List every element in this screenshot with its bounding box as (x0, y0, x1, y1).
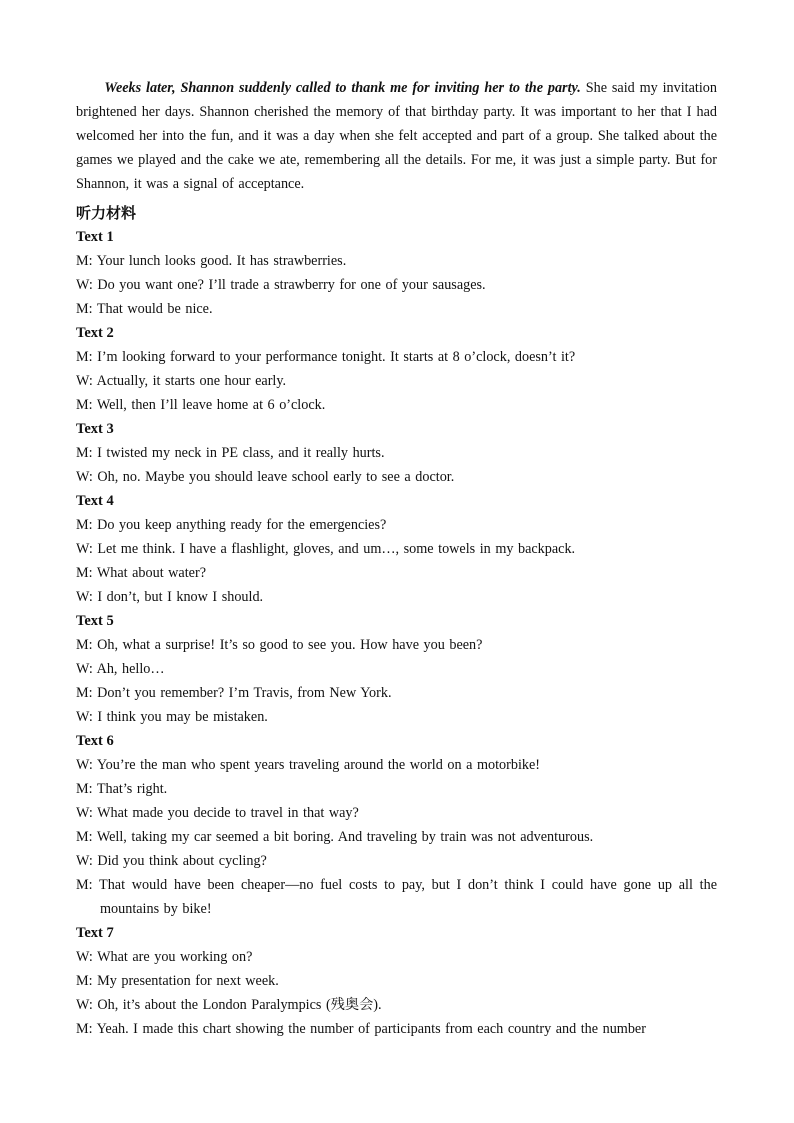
dialogue-line: W: Oh, no. Maybe you should leave school early to see a doctor. (76, 469, 455, 485)
dialogue-line: M: Well, then I’ll leave home at 6 o’clock. (76, 397, 326, 413)
dialogue-line: W: You’re the man who spent years traveling around the world on a motorbike! (76, 757, 540, 773)
text-heading: Text 3 (76, 421, 114, 437)
dialogue-line: W: What are you working on? (76, 949, 253, 965)
dialogue-line: W: Did you think about cycling? (76, 853, 267, 869)
dialogue-line: W: Ah, hello… (76, 661, 165, 677)
dialogue-line: M: What about water? (76, 565, 206, 581)
dialogue-line: M: I twisted my neck in PE class, and it really hurts. (76, 445, 385, 461)
dialogue-line: W: Let me think. I have a flashlight, gloves, and um…, some towels in my backpack. (76, 541, 576, 557)
dialogue-line: M: My presentation for next week. (76, 973, 279, 989)
text-heading: Text 6 (76, 733, 114, 749)
text-heading: Text 4 (76, 493, 114, 509)
story-paragraph (76, 76, 717, 196)
section-title: 听力材料 (76, 204, 137, 222)
text-heading: Text 5 (76, 613, 114, 629)
text-heading: Text 7 (76, 925, 114, 941)
dialogue-line: M: Do you keep anything ready for the emergencies? (76, 517, 387, 533)
dialogue-line: W: What made you decide to travel in that way? (76, 805, 359, 821)
text-heading: Text 2 (76, 325, 114, 341)
dialogue-line: M: That would have been cheaper—no fuel costs to pay, but I don’t think I could have gone up all the mountains by bike! (76, 877, 717, 917)
listening-texts (76, 225, 717, 1041)
dialogue-line: W: I think you may be mistaken. (76, 709, 268, 725)
dialogue-line: M: Your lunch looks good. It has strawberries. (76, 253, 347, 269)
dialogue-line: M: That’s right. (76, 781, 168, 797)
dialogue-line: M: Oh, what a surprise! It’s so good to see you. How have you been? (76, 637, 483, 653)
dialogue-line: W: I don’t, but I know I should. (76, 589, 264, 605)
story-lead-sentence: Weeks later, Shannon suddenly called to thank me for inviting her to the party. (104, 80, 581, 96)
text-heading: Text 1 (76, 229, 114, 245)
dialogue-line: W: Oh, it’s about the London Paralympics (残奥会). (76, 997, 382, 1013)
dialogue-line: M: Don’t you remember? I’m Travis, from New York. (76, 685, 392, 701)
dialogue-line: W: Actually, it starts one hour early. (76, 373, 287, 389)
dialogue-line: M: Yeah. I made this chart showing the number of participants from each country and the number (76, 1021, 646, 1037)
document-content (76, 76, 717, 1041)
dialogue-line: M: I’m looking forward to your performance tonight. It starts at 8 o’clock, doesn’t it? (76, 349, 576, 365)
dialogue-line: M: That would be nice. (76, 301, 213, 317)
dialogue-line: W: Do you want one? I’ll trade a strawberry for one of your sausages. (76, 277, 486, 293)
dialogue-line: M: Well, taking my car seemed a bit boring. And traveling by train was not adventurous. (76, 829, 594, 845)
story-body: She said my invitation brightened her days. Shannon cherished the memory of that birthday party. It was important to her that I had welcomed her into the fun, and it was a day when she felt accepted and part of a group. She talked about the games we played and the cake we ate, remembering all the details. For me, it was just a simple party. But for Shannon, it was a signal of acceptance. (76, 80, 717, 192)
